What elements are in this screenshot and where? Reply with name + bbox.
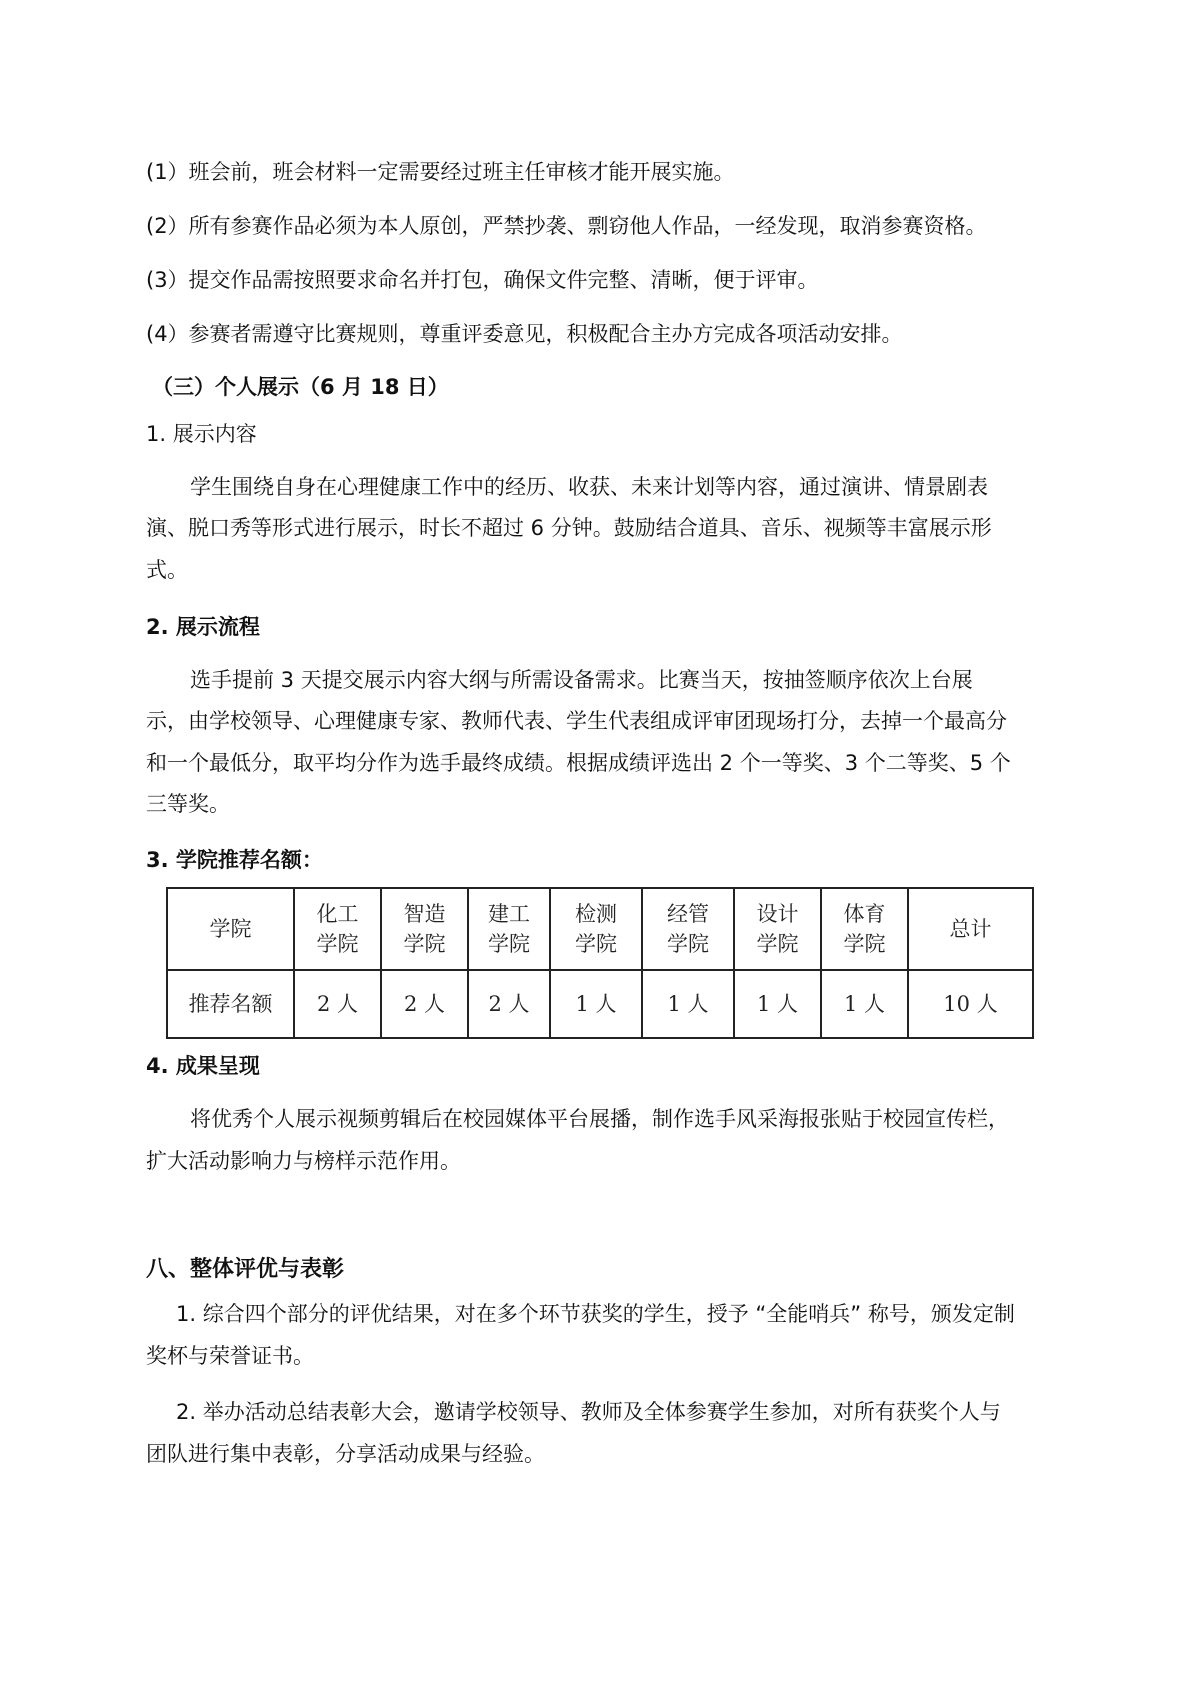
- table-header-cell: 经管学院: [642, 888, 734, 970]
- sub1-line-1: 学生围绕自身在心理健康工作中的经历、收获、未来计划等内容，通过演讲、情景剧表: [190, 475, 988, 499]
- sub1-line-2: 演、脱口秀等形式进行展示，时长不超过 6 分钟。鼓励结合道具、音乐、视频等丰富展示形: [146, 516, 992, 540]
- table-header-cell: 检测学院: [550, 888, 642, 970]
- rule-4: (4）参赛者需遵守比赛规则，尊重评委意见，积极配合主办方完成各项活动安排。: [146, 322, 903, 346]
- table-cell: 1 人: [734, 970, 821, 1038]
- sub2-title: 2. 展示流程: [146, 615, 260, 639]
- sub4-line-2: 扩大活动影响力与榜样示范作用。: [146, 1149, 461, 1173]
- table-header-cell: 设计学院: [734, 888, 821, 970]
- sub4-title: 4. 成果呈现: [146, 1054, 260, 1078]
- table-header-cell: 化工学院: [294, 888, 381, 970]
- rule-2: (2）所有参赛作品必须为本人原创，严禁抄袭、剽窃他人作品，一经发现，取消参赛资格。: [146, 214, 987, 238]
- award-para-2-line-1: 2. 举办活动总结表彰大会，邀请学校领导、教师及全体参赛学生参加，对所有获奖个人与: [176, 1400, 1001, 1424]
- table-cell: 2 人: [294, 970, 381, 1038]
- rule-3: (3）提交作品需按照要求命名并打包，确保文件完整、清晰，便于评审。: [146, 268, 819, 292]
- table-cell: 1 人: [642, 970, 734, 1038]
- table-cell: 推荐名额: [167, 970, 294, 1038]
- table-row: [167, 970, 1033, 1038]
- section3-title: （三）个人展示（6 月 18 日）: [152, 375, 449, 399]
- table-header-cell: 学院: [167, 888, 294, 970]
- recommendation-table: [166, 887, 1034, 1039]
- award-para-1-line-1: 1. 综合四个部分的评优结果，对在多个环节获奖的学生，授予 “全能哨兵” 称号，颁发定制: [176, 1302, 1015, 1326]
- table-header-cell: 体育学院: [821, 888, 908, 970]
- sub2-line-3: 和一个最低分，取平均分作为选手最终成绩。根据成绩评选出 2 个一等奖、3 个二等奖、5 个: [146, 751, 1011, 775]
- award-para-2-line-2: 团队进行集中表彰，分享活动成果与经验。: [146, 1442, 545, 1466]
- sub2-line-2: 示，由学校领导、心理健康专家、教师代表、学生代表组成评审团现场打分，去掉一个最高分: [146, 709, 1007, 733]
- sub1-title: 1. 展示内容: [146, 422, 257, 446]
- award-para-1-line-2: 奖杯与荣誉证书。: [146, 1344, 314, 1368]
- table-header-cell: 建工学院: [468, 888, 550, 970]
- rule-1: (1）班会前，班会材料一定需要经过班主任审核才能开展实施。: [146, 160, 735, 184]
- table-header-cell: 智造学院: [381, 888, 468, 970]
- sub4-line-1: 将优秀个人展示视频剪辑后在校园媒体平台展播，制作选手风采海报张贴于校园宣传栏，: [190, 1107, 1009, 1131]
- table-cell: 2 人: [468, 970, 550, 1038]
- table-header-cell: 总计: [908, 888, 1033, 970]
- section8-title: 八、整体评优与表彰: [146, 1257, 345, 1282]
- table-cell: 2 人: [381, 970, 468, 1038]
- sub1-line-3: 式。: [146, 558, 188, 582]
- sub2-line-1: 选手提前 3 天提交展示内容大纲与所需设备需求。比赛当天，按抽签顺序依次上台展: [190, 668, 973, 692]
- sub2-line-4: 三等奖。: [146, 792, 230, 816]
- table-cell: 1 人: [821, 970, 908, 1038]
- table-header-row: [167, 888, 1033, 970]
- table-cell: 10 人: [908, 970, 1033, 1038]
- sub3-title: 3. 学院推荐名额：: [146, 848, 323, 872]
- table-cell: 1 人: [550, 970, 642, 1038]
